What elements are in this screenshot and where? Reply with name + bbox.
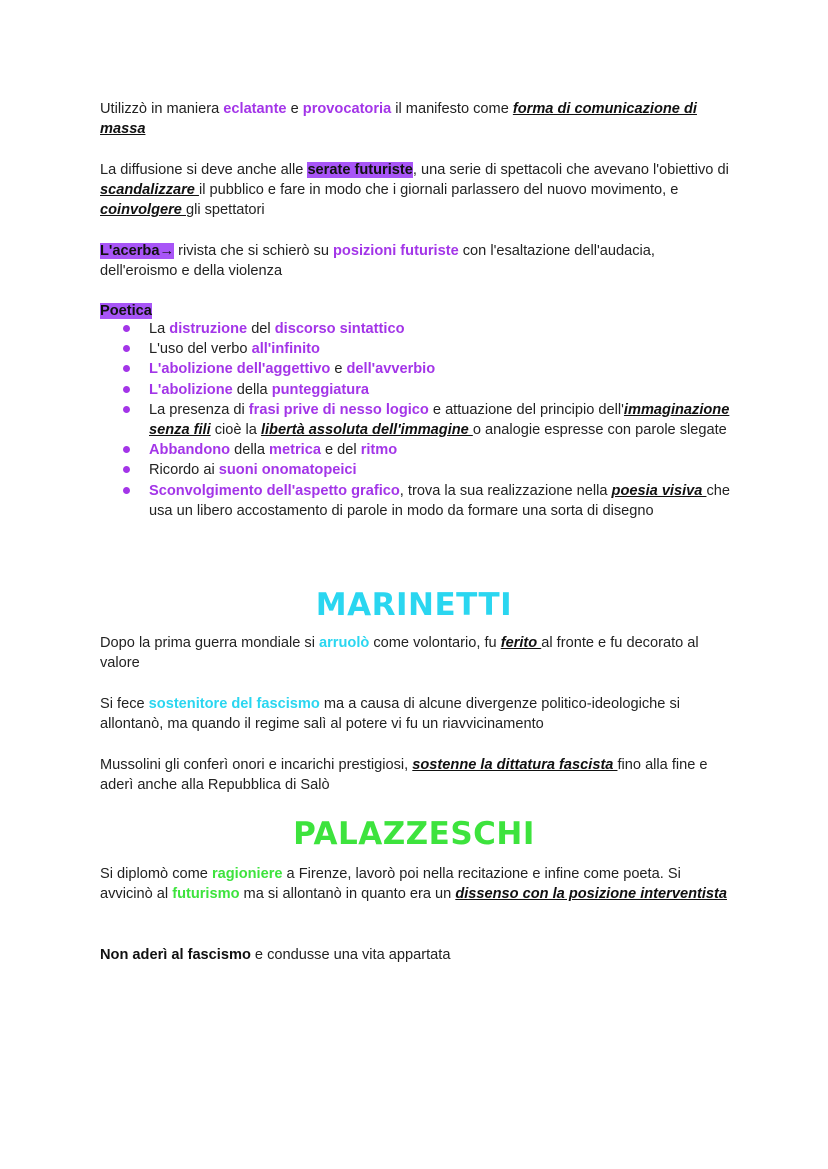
bullet-icon xyxy=(123,466,130,473)
bullet-icon xyxy=(123,365,130,372)
list-item: La presenza di frasi prive di nesso logico e attuazione del principio dell'immaginazione senza fili cioè la libertà assoluta dell'immagine o analogie espresse con parole slegate xyxy=(100,400,735,440)
list-item: L'abolizione dell'aggettivo e dell'avverbio xyxy=(100,359,735,379)
paragraph-serate-futuriste: La diffusione si deve anche alle serate futuriste, una serie di spettacoli che avevano l'obiettivo di scandalizzare il pubblico e fare in modo che i giornali parlassero del nuovo movimento, e coinvolgere gli spettatori xyxy=(100,162,729,219)
poetica-heading: Poetica xyxy=(100,303,152,319)
paragraph-palazzeschi-bio: Si diplomò come ragioniere a Firenze, lavorò poi nella recitazione e infine come poeta. Si avvicinò al futurismo ma si allontanò in quanto era un dissenso con la posizione interventista xyxy=(100,866,727,903)
bullet-icon xyxy=(123,487,130,494)
list-item: La distruzione del discorso sintattico xyxy=(100,319,735,339)
paragraph-marinetti-mussolini: Mussolini gli conferì onori e incarichi prestigiosi, sostenne la dittatura fascista fino alla fine e aderì anche alla Repubblica di Salò xyxy=(100,757,708,794)
list-item: L'abolizione della punteggiatura xyxy=(100,380,735,400)
poetica-list xyxy=(100,319,735,521)
list-item: Ricordo ai suoni onomatopeici xyxy=(100,460,735,480)
list-item: Sconvolgimento dell'aspetto grafico, trova la sua realizzazione nella poesia visiva che usa un libero accostamento di parole in modo da formare una sorta di disegno xyxy=(100,481,735,521)
section-title-palazzeschi: PALAZZESCHI xyxy=(293,816,535,852)
bullet-icon xyxy=(123,446,130,453)
bullet-icon xyxy=(123,386,130,393)
paragraph-marinetti-fascismo: Si fece sostenitore del fascismo ma a causa di alcune divergenze politico-ideologiche si allontanò, ma quando il regime salì al potere vi fu un riavvicinamento xyxy=(100,696,681,733)
paragraph-acerba: L'acerba→ rivista che si schierò su posizioni futuriste con l'esaltazione dell'audacia, dell'eroismo e della violenza xyxy=(100,243,655,280)
paragraph-palazzeschi-fascismo: Non aderì al fascismo e condusse una vita appartata xyxy=(100,947,451,963)
bullet-icon xyxy=(123,345,130,352)
list-item: Abbandono della metrica e del ritmo xyxy=(100,440,735,460)
list-item: L'uso del verbo all'infinito xyxy=(100,339,735,359)
section-title-marinetti: MARINETTI xyxy=(315,587,513,623)
bullet-icon xyxy=(123,406,130,413)
paragraph-marinetti-guerra: Dopo la prima guerra mondiale si arruolò come volontario, fu ferito al fronte e fu decorato al valore xyxy=(100,635,699,672)
paragraph-manifesto: Utilizzò in maniera eclatante e provocatoria il manifesto come forma di comunicazione di massa xyxy=(100,101,697,138)
bullet-icon xyxy=(123,325,130,332)
